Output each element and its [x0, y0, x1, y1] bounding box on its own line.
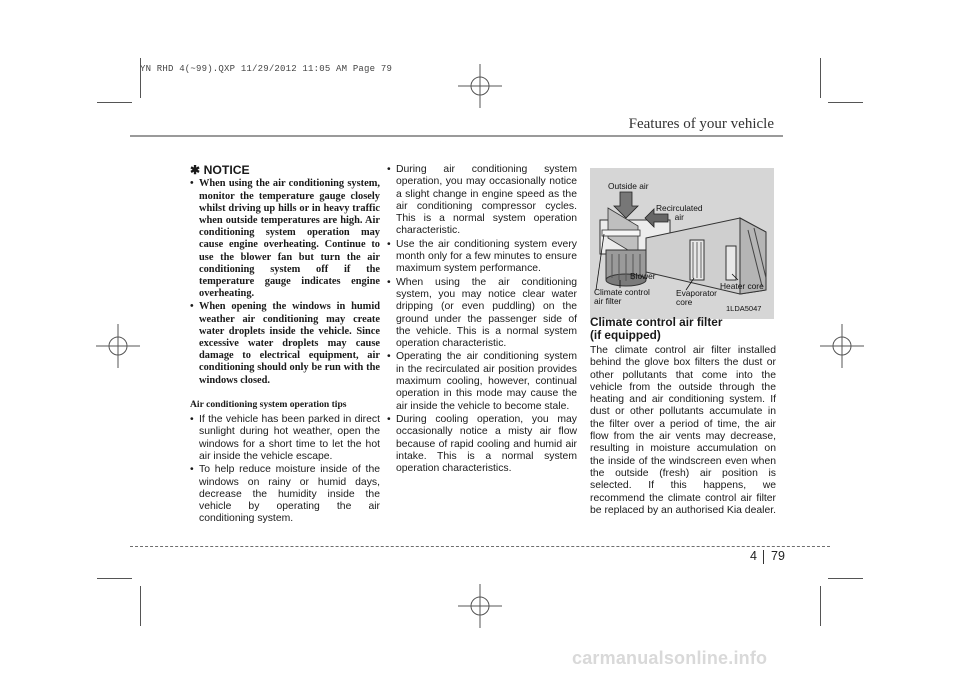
crop-mark: [820, 586, 821, 626]
tip-item: • During air conditioning system operation, you may occasionally notice a slight change in engine speed as the air conditioning compressor cycles. This is a normal system operation characteristic.: [387, 164, 577, 238]
column-right: [590, 164, 776, 517]
tip-item: • During cooling operation, you may occasionally notice a misty air flow because of rapid cooling and humid air intake. This is a normal system operation characteristics.: [387, 414, 577, 475]
tip-item: • Operating the air conditioning system in the recirculated air position provides maximum cooling, however, continual operation in this mode may cause the air inside the vehicle to become stale.: [387, 351, 577, 412]
crop-mark: [97, 578, 132, 579]
section-title: Features of your vehicle: [628, 116, 774, 132]
column-left: [190, 164, 380, 527]
tips-list-middle: [387, 164, 577, 475]
figure-code: 1LDA5047: [726, 304, 762, 313]
tip-item: • If the vehicle has been parked in direct sunlight during hot weather, open the windows for a short time to let the hot air inside the vehicle escape.: [190, 414, 380, 463]
label-outside-air: Outside air: [608, 181, 649, 191]
tip-item: • When using the air conditioning system, you may notice clear water dripping (or even puddling) on the ground under the passenger side of the vehicle. This is a normal system operation characteristic.: [387, 277, 577, 351]
filter-section-title: Climate control air filter (if equipped): [590, 315, 723, 342]
registration-target-top: [458, 64, 502, 108]
crop-mark: [140, 586, 141, 626]
column-middle: [387, 164, 577, 476]
notice-item: • When opening the windows in humid weather air conditioning may create water droplets inside the vehicle. Since excessive water droplets may cause damage to electrical equipment, air conditioning should only be run with the windows closed.: [190, 301, 380, 386]
filter-section-body: The climate control air filter installed behind the glove box filters the dust or other pollutants that come into the vehicle from the outside through the heating and air conditioning system. If dust or other pollutants accumulate in the filter over a period of time, the air flow from the air vents may decrease, resulting in moisture accumulation on the inside of the windscreen even when the outside (fresh) air position is selected. If this happens, we recommend the climate control air filter be replaced by an authorised Kia dealer.: [590, 345, 777, 516]
registration-target-bottom: [458, 584, 502, 628]
footer-rule: [130, 546, 830, 547]
header-rule: [130, 135, 783, 137]
tips-heading: Air conditioning system operation tips: [190, 398, 347, 410]
watermark: carmanualsonline.info: [572, 648, 768, 668]
notice-item: • When using the air conditioning system, monitor the temperature gauge closely whilst driving up hills or in heavy traffic when outside temperatures are high. Air conditioning system operation may cause engine overheating. Continue to use the blower fan but turn the air conditioning system off if the temperature gauge indicates engine overheating.: [190, 178, 380, 300]
label-recirculated-air: Recirculated air: [656, 203, 703, 222]
notice-icon: ✱: [190, 163, 201, 177]
crop-mark: [828, 578, 863, 579]
registration-target-right: [820, 324, 864, 368]
page-number: 79: [771, 549, 785, 563]
notice-title: [190, 164, 380, 176]
crop-mark: [828, 102, 863, 103]
label-evaporator: Evaporator core: [676, 288, 717, 307]
label-heater: Heater core: [720, 281, 764, 291]
tip-item: • To help reduce moisture inside of the windows on rainy or humid days, decrease the humidity inside the vehicle by operating the air conditioning system.: [190, 464, 380, 525]
label-climate-filter: Climate control air filter: [594, 287, 650, 306]
print-slug: YN RHD 4(~99).QXP 11/29/2012 11:05 AM Page 79: [140, 64, 393, 74]
crop-mark: [820, 58, 821, 98]
notice-list: [190, 178, 380, 386]
tip-item: • Use the air conditioning system every month only for a few minutes to ensure maximum system performance.: [387, 239, 577, 276]
chapter-number: 4: [750, 549, 757, 563]
notice-label: NOTICE: [203, 163, 250, 177]
page-number-separator: [763, 550, 764, 564]
registration-target-left: [96, 324, 140, 368]
label-blower: Blower: [630, 271, 656, 281]
tips-list-left: [190, 414, 380, 526]
crop-mark: [97, 102, 132, 103]
